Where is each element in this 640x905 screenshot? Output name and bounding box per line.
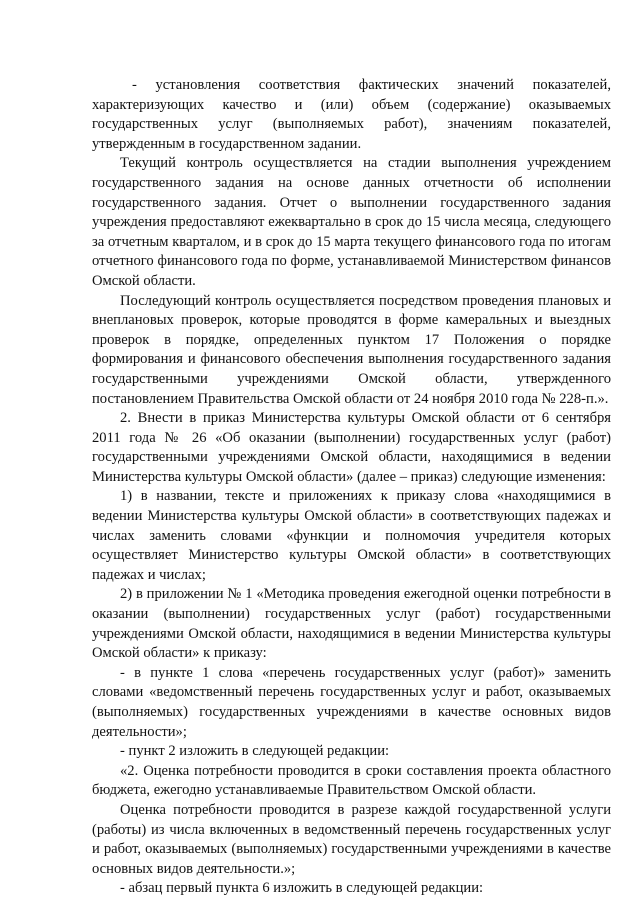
paragraph-point-2-text: «2. Оценка потребности проводится в сроки составления проекта областного бюджета, ежегодно устанавливаемые Правительством Омской области.: [92, 762, 611, 799]
paragraph-amend-order: 2. Внести в приказ Министерства культуры Омской области от 6 сентября 2011 года № 26 «Об оказании (выполнении) государственных услуг (работ) государственными учреждениями Омской области, находящимися в ведении Министерства культуры Омской области» (далее – приказ) следующие изменения:: [92, 410, 611, 485]
paragraph-item-1: 1) в названии, тексте и приложениях к приказу слова «находящимися в ведении Министерства культуры Омской области» в соответствующих падежах и числах заменить словами «функции и полномочия учредителя которых осуществляет Министерство культуры Омской области» в соответствующих падежах и числах;: [92, 488, 611, 583]
document-page: [92, 76, 611, 899]
paragraph-item-2: 2) в приложении № 1 «Методика проведения ежегодной оценки потребности в оказании (выполнении) государственных услуг (работ) государственными учреждениями Омской области, находящимися в ведении Министерства культуры Омской области» к приказу:: [92, 586, 611, 662]
paragraph-subsequent-control: Последующий контроль осуществляется посредством проведения плановых и внеплановых проверок, которые проводятся в форме камеральных и выездных проверок в порядке, определенных пунктом 17 Положения о порядке формирования и финансового обеспечения выполнения государственного задания государственными учреждениями Омской области, утвержденного постановлением Правительства Омской области от 24 ноября 2010 года № 228-п.».: [92, 292, 611, 407]
paragraph-point-6-intro: - абзац первый пункта 6 изложить в следующей редакции:: [120, 880, 484, 897]
paragraph-control-conformity: - установления соответствия фактических значений показателей, характеризующих качество и (или) объем (содержание) оказываемых государственных услуг (выполняемых работ), значениям показателей, утвержденным в государственном задании.: [92, 77, 611, 152]
paragraph-point-2-intro: - пункт 2 изложить в следующей редакции:: [120, 743, 390, 760]
paragraph-assessment: Оценка потребности проводится в разрезе каждой государственной услуги (работы) из числа включенных в ведомственный перечень государственных услуг и работ, оказываемых (выполняемых) государственными учреждениями в качестве основных видов деятельности.»;: [92, 801, 611, 877]
paragraph-point-1-change: - в пункте 1 слова «перечень государственных услуг (работ)» заменить словами «ведомственный перечень государственных услуг и работ, оказываемых (выполняемых) государственных учреждениями в качестве основных видов деятельности»;: [92, 664, 611, 740]
paragraph-current-control: Текущий контроль осуществляется на стадии выполнения учреждением государственного задания на основе данных отчетности об исполнении государственного задания. Отчет о выполнении государственного задания учреждения предоставляют ежеквартально в срок до 15 числа месяца, следующего за отчетным кварталом, и в срок до 15 марта текущего финансового года по итогам отчетного финансового года по форме, устанавливаемой Министерством финансов Омской области.: [92, 155, 611, 289]
